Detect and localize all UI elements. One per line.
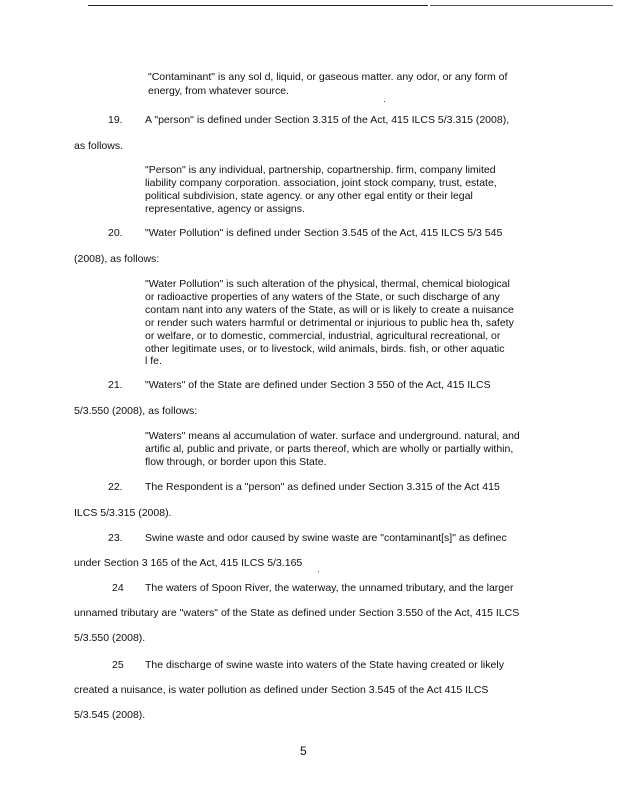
definition-line: flow through, or border upon this State. <box>145 456 327 468</box>
paragraph-line: The Respondent is a "person" as defined under Section 3.315 of the Act 415 <box>145 481 500 493</box>
paragraph-line: The waters of Spoon River, the waterway, the unnamed tributary, and the larger <box>145 582 514 594</box>
paragraph-number: 20. <box>108 227 123 239</box>
paragraph-line: The discharge of swine waste into waters of the State having created or likely <box>145 659 504 671</box>
paragraph-line: "Water Pollution" is defined under Section 3.545 of the Act, 415 ILCS 5/3 545 <box>145 227 503 239</box>
definition-line: "Water Pollution" is such alteration of the physical, thermal, chemical biological <box>145 278 510 290</box>
paragraph-number: 24 <box>112 582 124 594</box>
definition-line: or radioactive properties of any waters of the State, or such discharge of any <box>145 291 500 303</box>
definition-line: contam nant into any waters of the State, as will or is likely to create a nuisance <box>145 304 514 316</box>
top-rule <box>88 5 428 6</box>
paragraph-number: 23. <box>108 532 123 544</box>
paragraph-line: A "person" is defined under Section 3.315 of the Act, 415 ILCS 5/3.315 (2008), <box>145 114 510 126</box>
definition-line: other legitimate uses, or to livestock, wild animals, birds. fish, or other aquatic <box>145 343 505 355</box>
definition-line: artific al, public and private, or parts thereof, which are wholly or partially within, <box>145 443 514 455</box>
paragraph-line: (2008), as follows: <box>74 253 160 265</box>
paragraph-number: 19. <box>108 114 123 126</box>
paragraph-line: "Waters" of the State are defined under Section 3 550 of the Act, 415 ILCS <box>145 379 491 391</box>
paragraph-line: under Section 3 165 of the Act, 415 ILCS 5/3.165 <box>74 557 303 569</box>
paragraph-line: 5/3.550 (2008), as follows: <box>74 405 198 417</box>
paragraph-line: unnamed tributary are "waters" of the State as defined under Section 3.550 of the Act, 415 ILCS <box>74 607 520 619</box>
definition-line: liability company corporation. association, joint stock company, trust, estate, <box>145 177 497 189</box>
paragraph-line: 5/3.545 (2008). <box>74 709 146 721</box>
paragraph-number: 21. <box>108 379 123 391</box>
definition-line: l fe. <box>145 355 162 367</box>
scan-speck <box>384 101 385 102</box>
top-rule-right <box>430 5 613 6</box>
page-number: 5 <box>300 744 307 758</box>
definition-line: energy, from whatever source. <box>148 85 290 97</box>
definition-line: "Contaminant" is any sol d, liquid, or gaseous matter. any odor, or any form of <box>148 71 508 83</box>
scan-speck <box>318 571 319 572</box>
paragraph-line: Swine waste and odor caused by swine waste are "contaminant[s]" as definec <box>145 532 507 544</box>
definition-line: or welfare, or to domestic, commercial, industrial, agricultural recreational, or <box>145 330 501 342</box>
paragraph-line: created a nuisance, is water pollution as defined under Section 3.545 of the Act 415 ILCS <box>74 684 489 696</box>
paragraph-number: 25 <box>112 659 124 671</box>
paragraph-line: 5/3.550 (2008). <box>74 632 146 644</box>
definition-line: or render such waters harmful or detrimental or injurious to public hea th, safety <box>145 317 514 329</box>
paragraph-number: 22. <box>108 481 123 493</box>
paragraph-line: as follows. <box>74 140 124 152</box>
definition-line: political subdivision, state agency. or any other egal entity or their legal <box>145 190 473 202</box>
definition-line: representative, agency or assigns. <box>145 203 305 215</box>
paragraph-line: ILCS 5/3.315 (2008). <box>74 507 172 519</box>
definition-line: "Waters" means al accumulation of water. surface and underground. natural, and <box>145 430 520 442</box>
definition-line: "Person" is any individual, partnership, copartnership. firm, company limited <box>145 164 496 176</box>
